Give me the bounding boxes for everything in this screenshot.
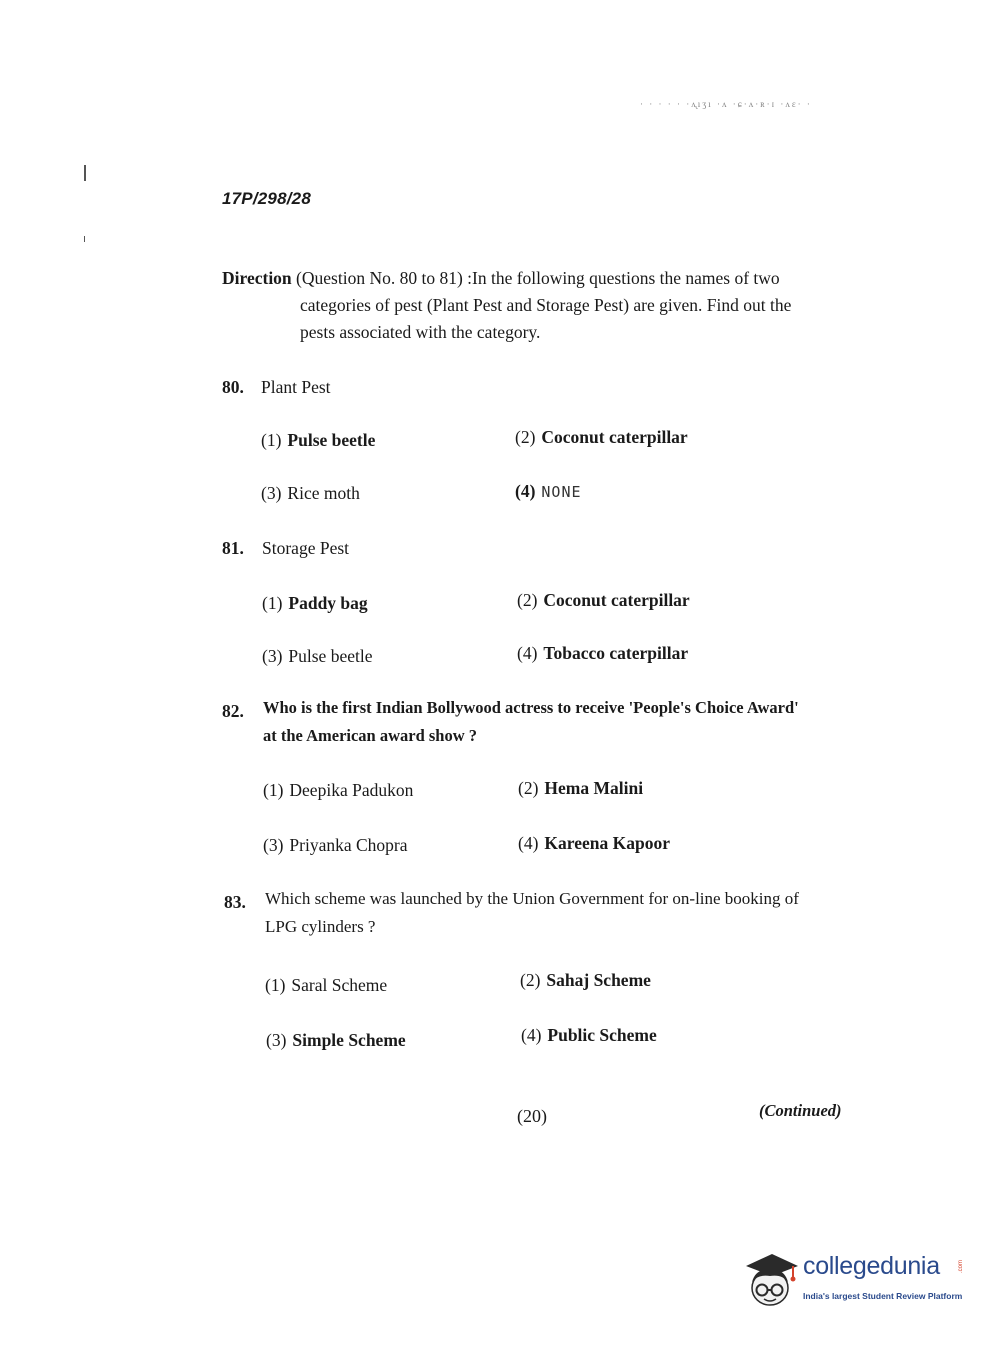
page-number: (20): [517, 1106, 547, 1126]
question-number: 83.: [224, 892, 246, 912]
option: (1) Paddy bag: [262, 593, 368, 613]
logo-tagline: India's largest Student Review Platform: [803, 1291, 963, 1301]
option: (1) Saral Scheme: [265, 975, 388, 995]
question-text: [263, 694, 853, 750]
option: (1) Deepika Padukon: [263, 780, 414, 800]
scan-mark: [84, 165, 86, 181]
question-text: Plant Pest: [261, 377, 331, 397]
direction-line-3: pests associated with the category.: [300, 322, 541, 342]
question-number: 81.: [222, 538, 244, 558]
option: (4) Kareena Kapoor: [518, 833, 670, 853]
question-text: Storage Pest: [262, 538, 350, 558]
scan-noise: · · · · · ·ʌ̢ıʒı ·ʌ ·ɕ·ʌ·ʀ·ɪ ·ʌɛ· ·: [640, 99, 812, 109]
logo-name: collegedunia: [803, 1252, 940, 1280]
option: (3) Pulse beetle: [262, 646, 373, 666]
option: (2) Coconut caterpillar: [515, 427, 688, 447]
direction-label: Direction: [222, 268, 292, 288]
scan-mark: [84, 236, 85, 242]
option: (1) Pulse beetle: [261, 430, 376, 450]
continued-label: (Continued): [759, 1101, 842, 1120]
question-number: 82.: [222, 701, 244, 721]
option: (4) Tobacco caterpillar: [517, 643, 689, 663]
handwritten-answer: NONE: [541, 483, 582, 501]
question-text-line: at the American award show ?: [263, 726, 478, 745]
option: (3) Simple Scheme: [266, 1030, 406, 1050]
option: (4) NONE: [515, 481, 582, 501]
question-text-line: Which scheme was launched by the Union Government for on-line booking of: [265, 889, 799, 908]
question-number: 80.: [222, 377, 244, 397]
mascot-icon: [742, 1248, 802, 1312]
option: (4) Public Scheme: [521, 1025, 657, 1045]
page-code: 17P/298/28: [222, 189, 311, 208]
question-text: [265, 885, 855, 941]
option: (2) Hema Malini: [518, 778, 644, 798]
question-text-line: LPG cylinders ?: [265, 917, 376, 936]
question-text-line: Who is the first Indian Bollywood actress to receive 'People's Choice Award': [263, 698, 799, 717]
collegedunia-logo[interactable]: [742, 1248, 972, 1312]
direction-block: [222, 265, 842, 346]
option: (3) Priyanka Chopra: [263, 835, 408, 855]
option: (3) Rice moth: [261, 483, 360, 503]
option: (2) Coconut caterpillar: [517, 590, 690, 610]
logo-suffix: .com: [958, 1260, 964, 1274]
option: (2) Sahaj Scheme: [520, 970, 651, 990]
direction-line-1: (Question No. 80 to 81) :In the following questions the names of two: [291, 268, 780, 288]
direction-line-2: categories of pest (Plant Pest and Storage Pest) are given. Find out the: [300, 295, 792, 315]
